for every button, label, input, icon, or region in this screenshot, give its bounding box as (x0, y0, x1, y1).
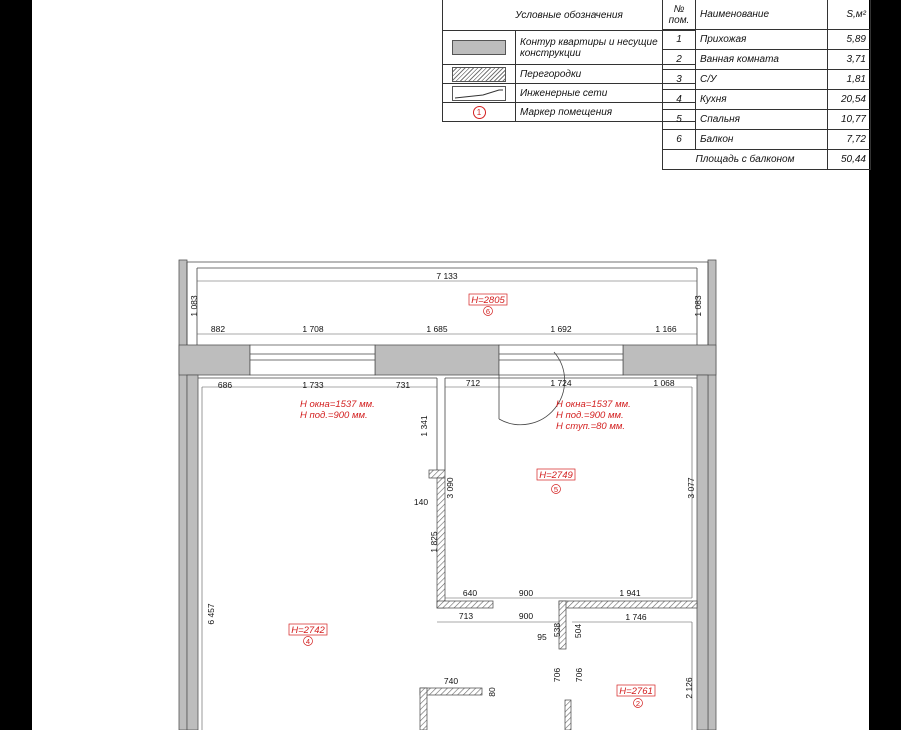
room-label-kitchen (289, 624, 327, 646)
table-row: 1 Прихожая 5,89 (663, 30, 871, 50)
legend-title: Условные обозначения (443, 0, 696, 31)
dim-balcony-seg-3: 1 685 (426, 324, 448, 334)
dim-kitchen-height: 6 457 (206, 603, 216, 625)
svg-text:6: 6 (485, 307, 491, 316)
room-marker-icon: 1 (473, 106, 486, 119)
svg-text:5: 5 (553, 485, 559, 494)
svg-text:H=2761: H=2761 (619, 686, 653, 697)
note-bedroom-step: Н ступ.=80 мм. (556, 421, 625, 432)
dim-bedroom-top-3: 1 068 (653, 378, 675, 388)
dim-hall-713: 713 (458, 611, 474, 621)
dim-bath-2126: 2 126 (684, 677, 694, 699)
svg-text:2: 2 (635, 699, 641, 708)
dim-wall-1825: 1 825 (429, 531, 439, 553)
dim-bath-538: 538 (552, 622, 562, 638)
note-kitchen-window: Н окна=1537 мм. (300, 399, 375, 410)
dim-hall-900: 900 (518, 611, 534, 621)
table-row: 6 Балкон 7,72 (663, 130, 871, 150)
dim-hall-706b: 706 (574, 667, 584, 683)
col-header-num: № пом. (663, 0, 696, 30)
dim-balcony-width: 7 133 (436, 271, 458, 281)
note-kitchen-sill: Н под.=900 мм. (300, 410, 368, 421)
room-label-bedroom (537, 469, 575, 494)
note-bedroom-window: Н окна=1537 мм. (556, 399, 631, 410)
table-row: 5 Спальня 10,77 (663, 110, 871, 130)
dim-kitchen-740: 740 (443, 676, 459, 686)
table-row: 4 Кухня 20,54 (663, 90, 871, 110)
dim-balcony-depth-left: 1 083 (189, 295, 199, 317)
dim-wall-1341: 1 341 (419, 415, 429, 437)
dim-balcony-seg-1: 882 (210, 324, 226, 334)
dim-kitchen-top-3: 731 (395, 380, 411, 390)
note-bedroom-sill: Н под.=900 мм. (556, 410, 624, 421)
total-area: 50,44 (828, 150, 871, 170)
dim-bed-bottom-640: 640 (462, 588, 478, 598)
dim-bath-95: 95 (537, 632, 547, 642)
dim-bed-bottom-1941: 1 941 (619, 588, 641, 598)
drawing-sheet (32, 0, 869, 730)
dim-wall-140: 140 (413, 497, 429, 507)
dim-balcony-depth-right: 1 083 (693, 295, 703, 317)
dim-kitchen-top-1: 686 (217, 380, 233, 390)
legend-label-walls: Контур квартиры и несущие конструкции (516, 31, 696, 65)
col-header-name: Наименование (696, 0, 828, 30)
dim-balcony-seg-5: 1 166 (655, 324, 677, 334)
table-row: 2 Ванная комната 3,71 (663, 50, 871, 70)
table-row: 3 С/У 1,81 (663, 70, 871, 90)
svg-text:H=2742: H=2742 (291, 625, 325, 636)
dim-kitchen-top-2: 1 733 (302, 380, 324, 390)
dim-bath-504: 504 (573, 623, 583, 639)
legend-label-networks: Инженерные сети (516, 84, 696, 103)
dim-balcony-seg-2: 1 708 (302, 324, 324, 334)
dim-bedroom-top-1: 712 (465, 378, 481, 388)
dim-bath-1746: 1 746 (625, 612, 647, 622)
partitions (420, 470, 697, 730)
dim-bed-bottom-900: 900 (518, 588, 534, 598)
legend-label-partitions: Перегородки (516, 65, 696, 84)
dim-hall-706a: 706 (552, 667, 562, 683)
col-header-area: S,м² (828, 0, 871, 30)
svg-text:H=2749: H=2749 (539, 470, 573, 481)
total-label: Площадь с балконом (663, 150, 828, 170)
dim-bedroom-top-2: 1 724 (550, 378, 572, 388)
room-label-bathroom (617, 685, 655, 708)
room-label-balcony (469, 294, 507, 316)
dim-kitchen-80: 80 (487, 687, 497, 697)
svg-text:H=2805: H=2805 (471, 295, 505, 306)
legend-label-marker: Маркер помещения (516, 103, 696, 122)
floor-plan (32, 0, 869, 730)
dim-bedroom-height: 3 077 (686, 477, 696, 499)
dim-wall-3090: 3 090 (445, 477, 455, 499)
svg-text:4: 4 (305, 637, 311, 646)
dim-balcony-seg-4: 1 692 (550, 324, 572, 334)
